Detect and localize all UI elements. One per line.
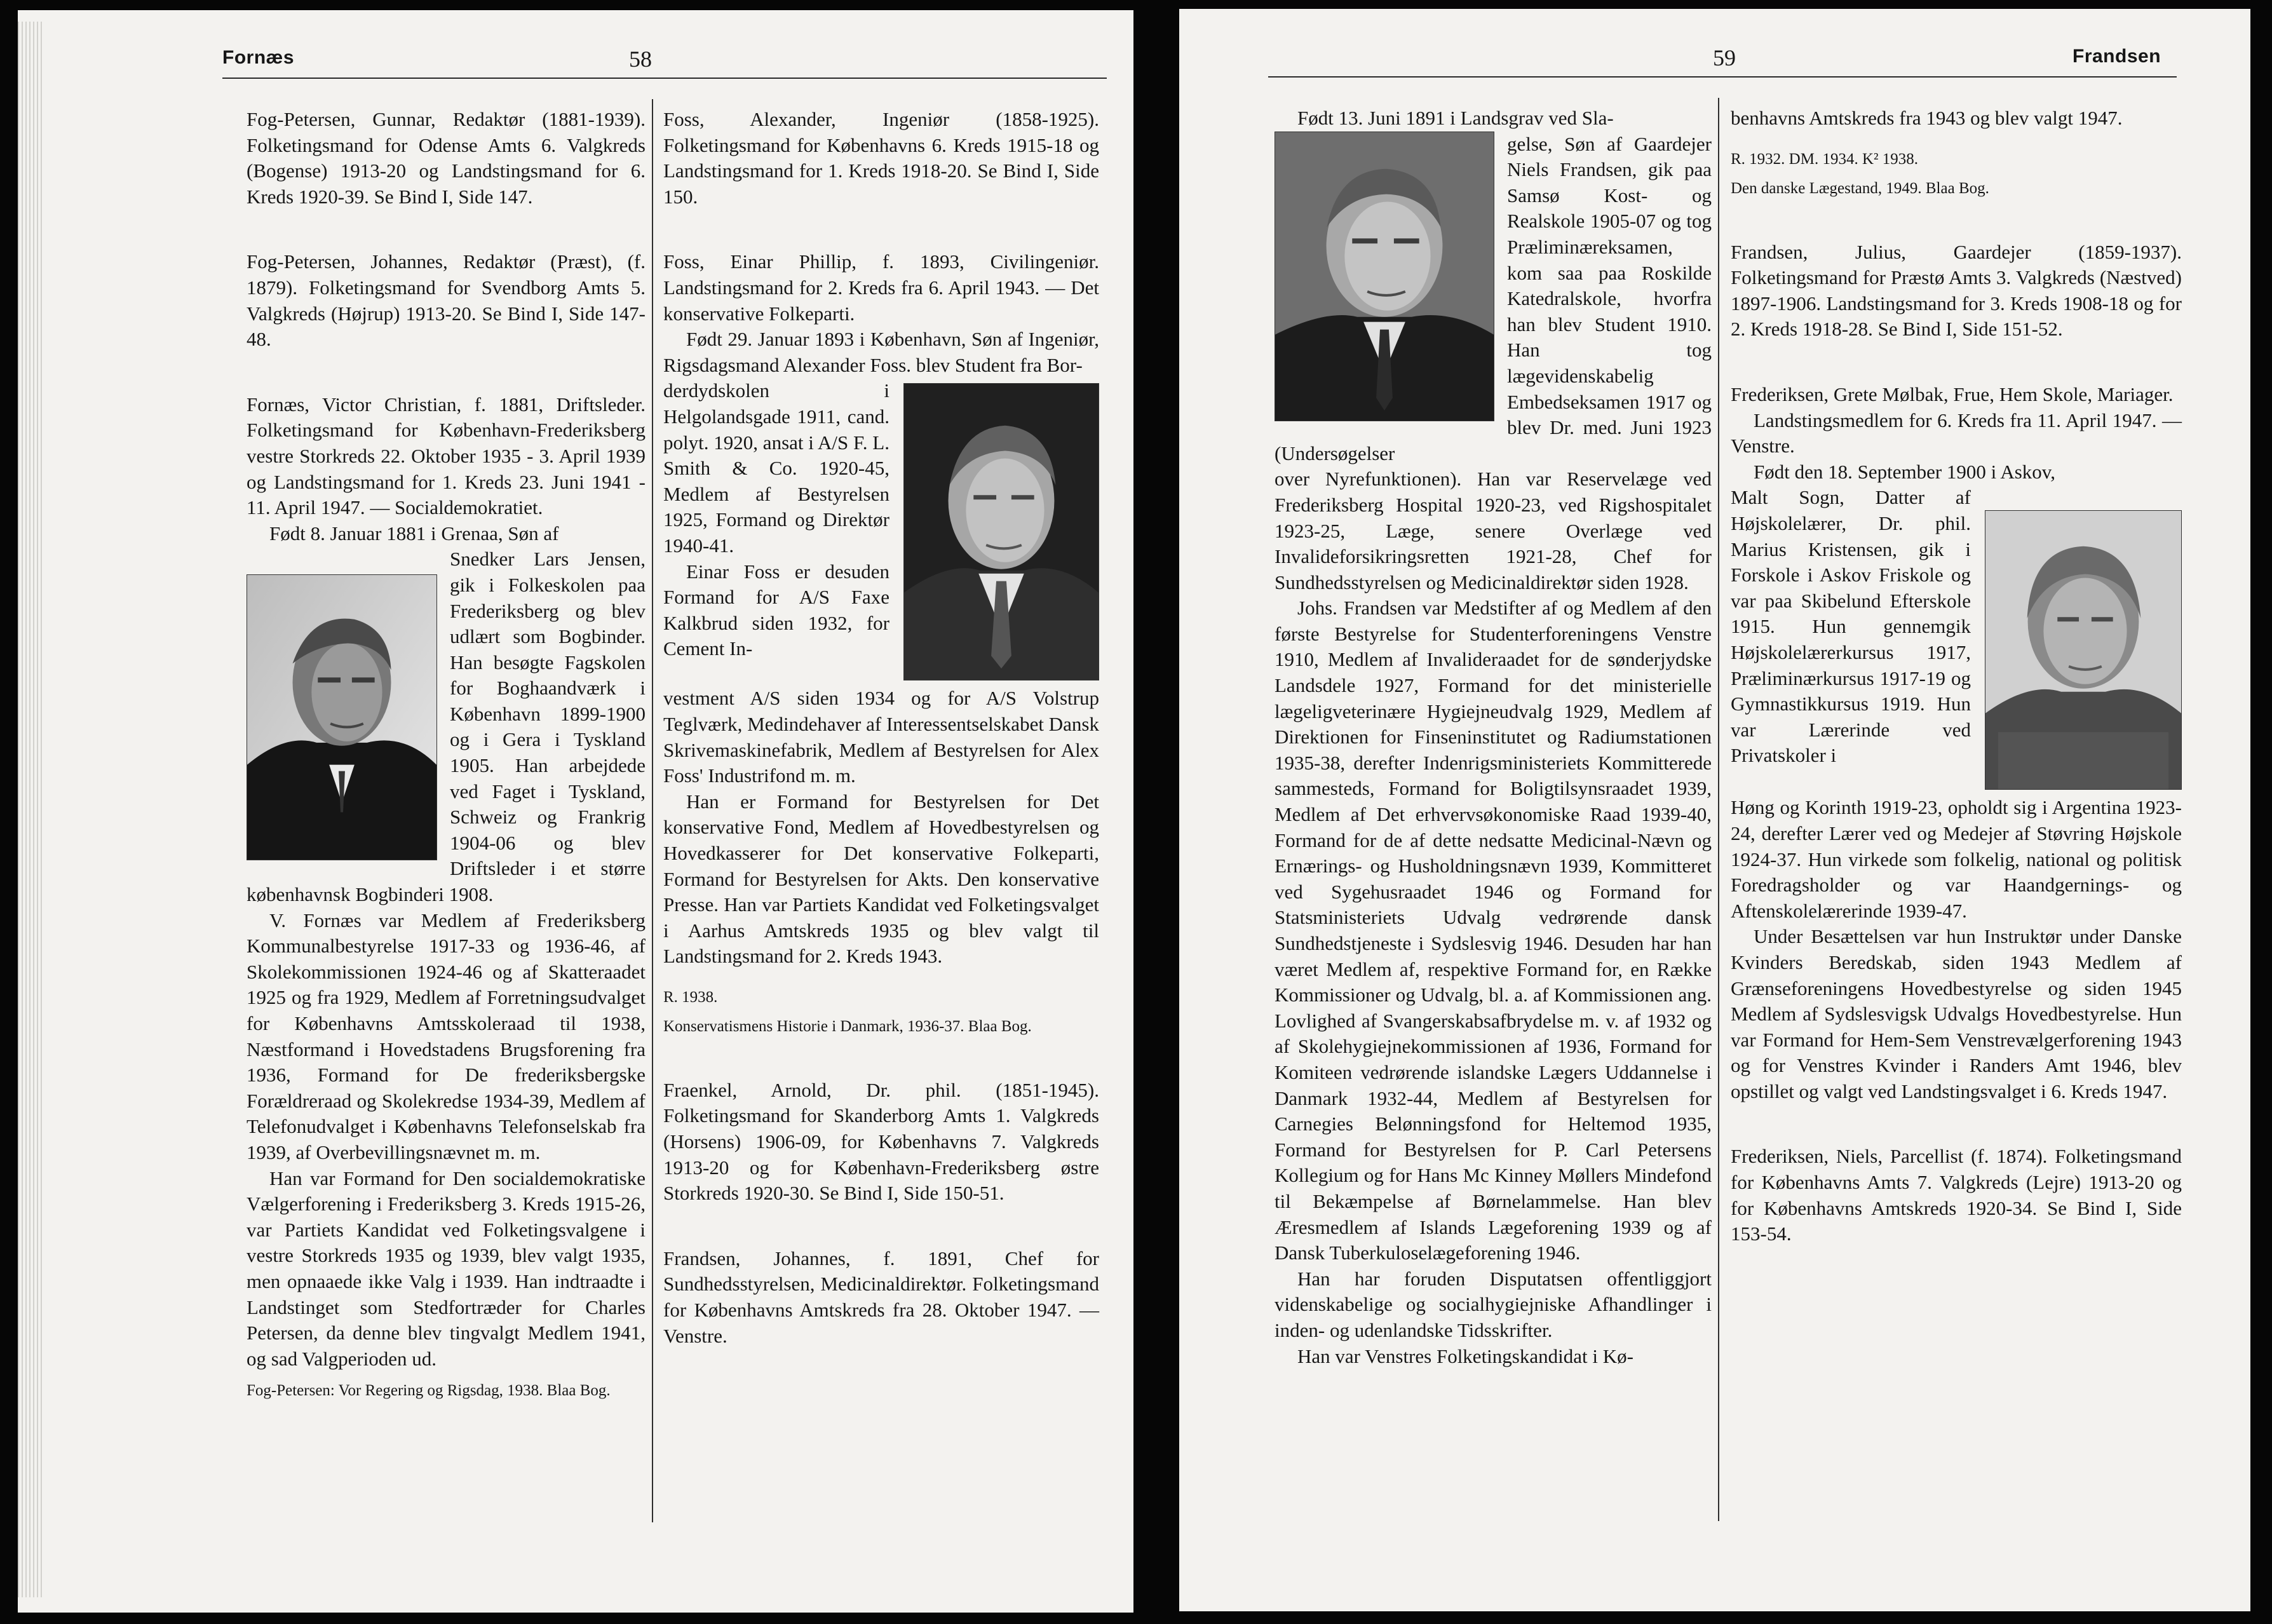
portrait-frandsen-johannes bbox=[1275, 132, 1494, 421]
entry-foss-einar-para3: Han er Formand for Bestyrelsen for Det konservative Fond, Medlem af Hovedbestyrelsen og Hovedkasserer for Det konservative Folkeparti, Formand for Bestyrelsen for Akts. Den konservative Presse. Han var Partiets Kandidat ved Folketingsvalget i Aarhus Amtskreds 1935 og blev valgt til Landstingsmand for 2. Kreds 1943. bbox=[663, 790, 1099, 968]
entry-frederiksen-niels: Frederiksen, Niels, Parcellist (f. 1874). Folketingsmand for Københavns Amts 7. Valgkreds (Lejre) 1913-20 og for Københavns Amtskreds 1920-34. Se Bind I, Side 153-54. bbox=[1731, 1145, 2182, 1245]
entry-fornaes-sources: Fog-Petersen: Vor Regering og Rigsdag, 1938. Blaa Bog. bbox=[247, 1382, 611, 1400]
column-rule bbox=[652, 99, 653, 1522]
entry-frandsen-johannes-bio: gelse, Søn af Gaardejer Niels Frandsen, gik paa Samsø Kost- og Realskole 1905-07 og tog Præliminæreksamen, kom saa paa Roskilde Katedralskole, hvorfra han blev Student 1910. Han tog lægevidenskabelig Embedseksamen 1917 og blev Dr. med. Juni 1923 (Undersøgelser bbox=[1275, 132, 1712, 464]
entry-fornaes-para3: Han var Formand for Den socialdemokratiske Vælgerforening i Frederiksberg 3. Kreds 1915-26, var Partiets Kandidat ved Folketingsvalgene i vestre Storkreds 1935 og 1939, blev valgt 1935, men opnaaede ikke Valg i 1939. Han indtraadte i Landstinget som Stedfortræder for Charles Petersen, da denne blev tingvalgt Medlem 1941, og sad Valgperioden ud. bbox=[247, 1167, 646, 1370]
column-left bbox=[247, 107, 646, 1402]
entry-foss-einar-para2: vestment A/S siden 1934 og for A/S Volstrup Teglværk, Medindehaver af Interessentselskabet Dansk Skrivemaskinefabrik, Medlem af Bestyrelsen for Alex Foss' Industrifond m. m. bbox=[663, 687, 1099, 787]
entry-frandsen-johannes-continued: benhavns Amtskreds fra 1943 og blev valgt 1947. bbox=[1731, 107, 2123, 129]
page-number: 58 bbox=[629, 46, 652, 72]
entry-foss-alexander: Foss, Alexander, Ingeniør (1858-1925). Folketingsmand for Københavns 6. Kreds 1915-18 og Landstingsmand for 1. Kreds 1918-20. Se Bind I, Side 150. bbox=[663, 108, 1099, 208]
entry-frederiksen-grete-bio: Malt Sogn, Datter af Højskolelærer, Dr. phil. Marius Kristensen, gik i Forskole i Askov Friskole og var paa Skibelund Efterskole 1915. Hun gennemgik Højskolelærerkursus 1917, Præliminærkursus 1917-19 og Gymnastikkursus 1919. Hun var Lærerinde ved Privatskoler i bbox=[1731, 486, 1971, 767]
right-page bbox=[1179, 9, 2250, 1611]
entry-fog-petersen-gunnar: Fog-Petersen, Gunnar, Redaktør (1881-1939). Folketingsmand for Odense Amts 6. Valgkreds (Bogense) 1913-20 og Landstingsmand for 6. Kreds 1920-39. Se Bind I, Side 147. bbox=[247, 108, 646, 208]
page-number: 59 bbox=[1713, 45, 1736, 71]
entry-foss-einar-sources: Konservatismens Historie i Danmark, 1936-37. Blaa Bog. bbox=[663, 1017, 1032, 1035]
entry-frederiksen-grete-bio-lead: Født den 18. September 1900 i Askov, bbox=[1754, 460, 2056, 483]
entry-frandsen-julius: Frandsen, Julius, Gaardejer (1859-1937). Folketingsmand for Præstø Amts 3. Valgkreds (Næstved) 1897-1906. Landstingsmand for 3. Kreds 1908-18 og for 2. Kreds 1918-28. Se Bind I, Side 151-52. bbox=[1731, 240, 2182, 341]
column-rule bbox=[1718, 98, 1719, 1521]
portrait-fornaes bbox=[247, 574, 437, 860]
entry-fraenkel-arnold: Fraenkel, Arnold, Dr. phil. (1851-1945). Folketingsmand for Skanderborg Amts 1. Valgkreds (Horsens) 1906-09, for Københavns 7. Valgkreds 1913-20 og for København-Frederiksberg østre Storkreds 1920-30. Se Bind I, Side 150-51. bbox=[663, 1078, 1099, 1205]
header-rule bbox=[222, 78, 1107, 79]
entry-frederiksen-grete-header: Frederiksen, Grete Mølbak, Frue, Hem Skole, Mariager. bbox=[1731, 382, 2174, 405]
entry-frandsen-johannes-bio-lead: Født 13. Juni 1891 i Landsgrav ved Sla- bbox=[1297, 107, 1614, 129]
column-left bbox=[1275, 105, 1712, 1369]
entry-fornaes-para2: V. Fornæs var Medlem af Frederiksberg Kommunalbestyrelse 1917-33 og 1936-46, af Skolekommissionen 1924-46 og af Skatteraadet 1925 og fra 1929, Medlem af Forretningsudvalget for Københavns Amtsskoleraad til 1938, Næstformand i Hovedstadens Brugsforening fra 1936, Formand for De frederiksbergske Forældreraad og Skolekredse 1934-39, Medlem af Telefonudvalget i Københavns Telefonselskab fra 1939, af Overbevillingsnævnet m. m. bbox=[247, 909, 646, 1163]
page-edge-stack bbox=[18, 22, 43, 1597]
entry-foss-einar-decorations: R. 1938. bbox=[663, 988, 718, 1006]
entry-foss-einar-header: Foss, Einar Phillip, f. 1893, Civilingeniør. Landstingsmand for 2. Kreds fra 6. April 1943. — Det konservative Folkeparti. bbox=[663, 250, 1099, 325]
entry-frandsen-johannes-header: Frandsen, Johannes, f. 1891, Chef for Sundhedsstyrelsen, Medicinaldirektør. Folketingsmand for Københavns Amtskreds fra 28. Oktober 1947. — Venstre. bbox=[663, 1247, 1099, 1347]
column-right bbox=[663, 107, 1099, 1349]
entry-fornaes-bio-lead: Født 8. Januar 1881 i Grenaa, Søn af bbox=[269, 522, 559, 545]
entry-frandsen-johannes-sources: Den danske Lægestand, 1949. Blaa Bog. bbox=[1731, 179, 1989, 197]
entry-fornaes-header: Fornæs, Victor Christian, f. 1881, Driftsleder. Folketingsmand for København-Frederiksberg vestre Storkreds 22. Oktober 1935 - 3. April 1939 og Landstingsmand for 1. Kreds 23. Juni 1941 - 11. April 1947. — Socialdemokratiet. bbox=[247, 393, 646, 519]
entry-foss-einar-bio: derdydskolen i Helgolandsgade 1911, cand. polyt. 1920, ansat i A/S F. L. Smith & Co. 1920-45, Medlem af Bestyrelsen 1925, Formand og Direktør 1940-41. bbox=[663, 379, 889, 557]
portrait-frederiksen-grete bbox=[1985, 510, 2182, 790]
entry-frederiksen-grete-para2: Under Besættelsen var hun Instruktør under Danske Kvinders Beredskab, siden 1943 Medlem af Grænseforeningens Hovedbestyrelse og siden 1945 Medlem af Sydslesvigsk Udvalgs Hovedbestyrelse. Hun var Formand for Hem-Sem Venstrevælgerforening 1943 og for Venstres Kvinder i Randers Amt 1946, blev opstillet og valgt ved Landstingsvalget i 6. Kreds 1947. bbox=[1731, 925, 2182, 1102]
column-right bbox=[1731, 105, 2182, 1247]
entry-foss-einar-bio-lead: Født 29. Januar 1893 i København, Søn af Ingeniør, Rigsdagsmand Alexander Foss. blev Student fra Bor- bbox=[663, 328, 1099, 376]
header-rule bbox=[1268, 76, 2177, 78]
entry-frandsen-johannes-para4: Han var Venstres Folketingskandidat i Kø- bbox=[1297, 1344, 1633, 1367]
entry-fog-petersen-johannes: Fog-Petersen, Johannes, Redaktør (Præst), (f. 1879). Folketingsmand for Svendborg Amts 5. Valgkreds (Højrup) 1913-20. Se Bind I, Side 147-48. bbox=[247, 250, 646, 351]
entry-frandsen-johannes-para2: Johs. Frandsen var Medstifter af og Medlem af den første Bestyrelse for Studenterforeningens Venstre 1910, Medlem af Invalideraadet for de sønderjydske Landsdele 1927, Formand for det ministerielle lægeligveterinære Hygiejneudvalg 1929, Medlem af Direktionen for Finseninstitutet og Radiumstationen 1935-38, derefter Indenrigsministeriets Kommitterede sammesteds, Formand for Boligtilsynsraadet 1939, Medlem af Det erhvervsøkonomiske Raad 1939-40, Formand for de af dette nedsatte Medicinal-Nævn og Ernærings- og Husholdningsnævn 1939, Kommitteret ved Sygehusraadet 1946 og Formand for Statsministeriets Udvalg vedrørende dansk Sundhedstjeneste i Sydslesvig 1946. Desuden har han været Medlem af, respektive Formand for, en Række Kommissioner og Udvalg, bl. a. af Kommissionen ang. Lovlighed af Svangerskabsafbrydelse m. v. af 1932 og af Skolehygiejnekommissionen af 1936, Formand for Komiteen vedrørende islandske Lægers Uddannelse i Danmark 1932-44, Medlem af Bestyrelsen for Carnegies Belønningsfond for Heltemod 1935, Formand for Bestyrelsen for P. Carl Petersens Kollegium og for Hans Mc Kinney Møllers Mindefond til Bekæmpelse af Børnelammelse. Han blev Æresmedlem af Islands Lægeforening 1939 og af Dansk Tuberkuloselægeforening 1946. bbox=[1275, 597, 1712, 1264]
entry-frederiksen-grete-membership: Landstingsmedlem for 6. Kreds fra 11. April 1947. — Venstre. bbox=[1731, 409, 2182, 457]
portrait-foss-einar bbox=[903, 383, 1099, 680]
entry-frandsen-johannes-decorations: R. 1932. DM. 1934. K² 1938. bbox=[1731, 150, 1919, 168]
entry-foss-einar-para2-lead: Einar Foss er desuden Formand for A/S Faxe Kalkbrud siden 1932, for Cement In- bbox=[663, 560, 889, 660]
entry-frederiksen-grete-career: Høng og Korinth 1919-23, opholdt sig i Argentina 1923-24, derefter Lærer ved og Medejer af Støvring Højskole 1924-37. Hun virkede som folkelig, national og politisk Foredragsholder og var Haandgernings- og Aftenskolelærerinde 1939-47. bbox=[1731, 796, 2182, 922]
entry-fornaes-bio: Snedker Lars Jensen, gik i Folkeskolen paa Frederiksberg og blev udlært som Bogbinder. Han besøgte Fagskolen for Boghaandværk i København 1899-1900 og i Gera i Tyskland 1905. Han arbejdede ved Faget i Tyskland, Schweiz og Frankrig 1904-06 og blev Driftsleder i et større københavnsk Bogbinderi 1908. bbox=[247, 548, 646, 906]
entry-frandsen-johannes-career: over Nyrefunktionen). Han var Reservelæge ved Frederiksberg Hospital 1920-23, ved Rigshospitalet 1923-25, Læge, senere Overlæge ved Invalideforsikringsretten 1921-28, Chef for Sundhedsstyrelsen og Medicinaldirektør siden 1928. bbox=[1275, 468, 1712, 593]
running-head: Frandsen bbox=[2073, 46, 2161, 67]
entry-frandsen-johannes-para3: Han har foruden Disputatsen offentliggjort videnskabelige og socialhygiejniske Afhandlinger i inden- og udenlandske Tidsskrifter. bbox=[1275, 1267, 1712, 1341]
left-page bbox=[18, 10, 1133, 1613]
running-head: Fornæs bbox=[222, 47, 295, 68]
